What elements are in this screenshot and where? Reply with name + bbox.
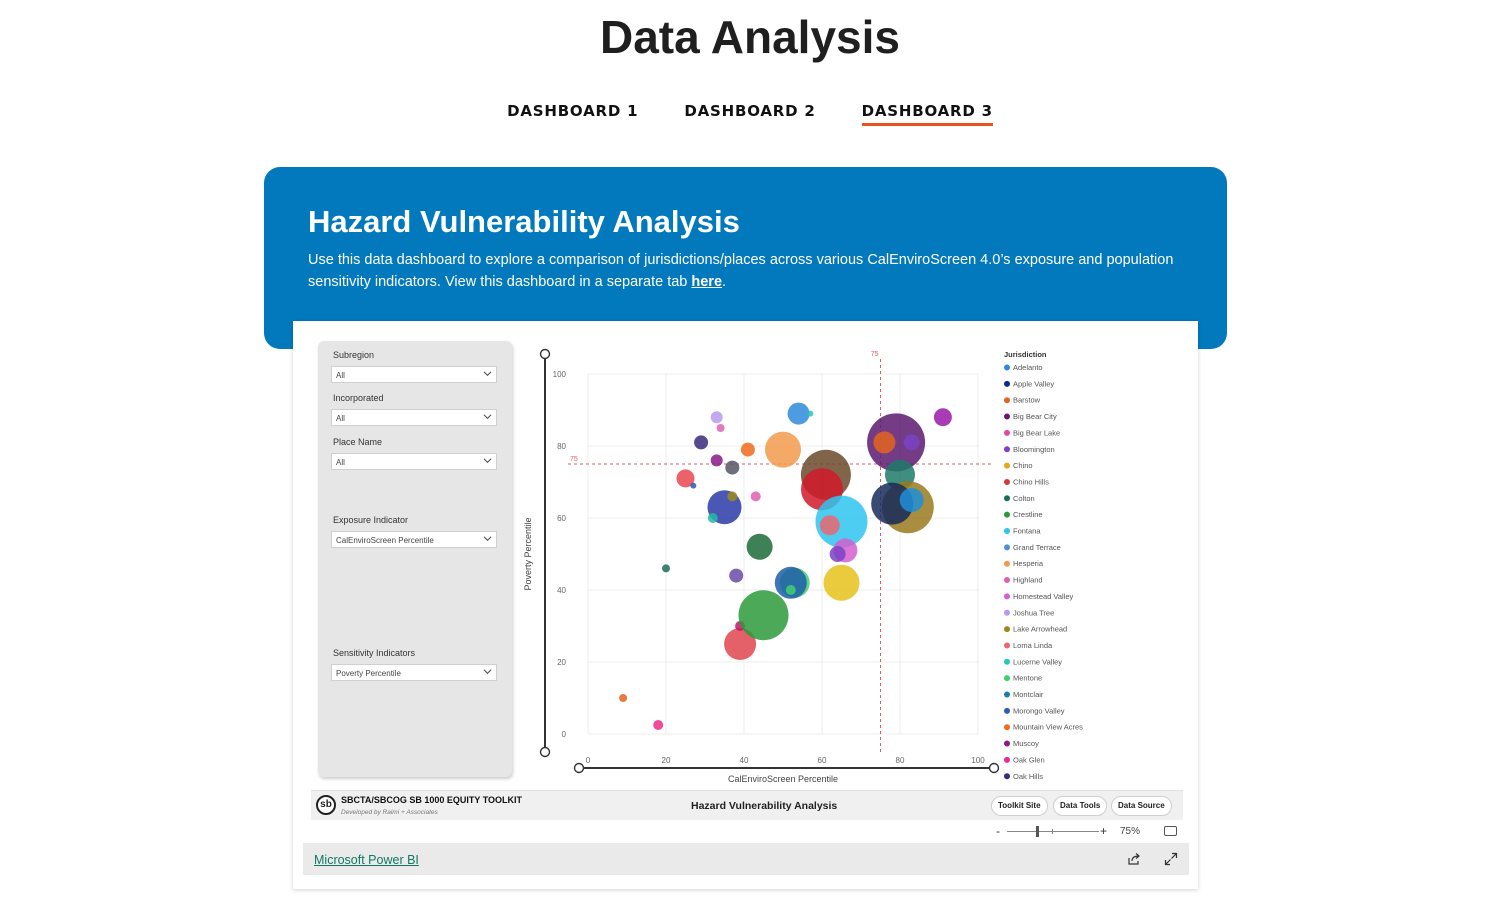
legend-marker xyxy=(1004,463,1010,469)
legend-title: Jurisdiction xyxy=(1004,350,1047,359)
y-tick-label: 20 xyxy=(557,658,566,667)
banner-description xyxy=(308,249,1188,293)
y-tick-label: 40 xyxy=(557,586,566,595)
legend-item[interactable]: Crestline xyxy=(1013,510,1043,520)
legend-marker xyxy=(1004,642,1010,648)
legend-item[interactable]: Bloomington xyxy=(1013,444,1055,454)
incorporated-value: All xyxy=(336,414,345,423)
legend-item[interactable]: Oak Hills xyxy=(1013,771,1044,781)
data-point[interactable] xyxy=(729,569,743,583)
incorporated-select[interactable] xyxy=(331,409,497,426)
legend-item[interactable]: Grand Terrace xyxy=(1013,542,1061,552)
zoom-slider-tick xyxy=(1052,829,1053,834)
legend-item[interactable]: Lucerne Valley xyxy=(1013,657,1063,667)
data-point[interactable] xyxy=(653,720,663,730)
data-point[interactable] xyxy=(739,590,789,640)
filter-panel xyxy=(318,341,512,777)
chevron-down-icon xyxy=(483,456,492,465)
legend-item[interactable]: Lake Arrowhead xyxy=(1013,624,1068,634)
powerbi-link[interactable]: Microsoft Power BI xyxy=(314,853,419,867)
data-point[interactable] xyxy=(725,461,739,475)
incorporated-label: Incorporated xyxy=(333,393,384,403)
data-point[interactable] xyxy=(717,424,725,432)
x-axis-slider-handle-left[interactable] xyxy=(575,764,584,773)
zoom-level: 75% xyxy=(1120,826,1141,837)
legend-marker xyxy=(1004,757,1010,763)
tab-dashboard-2[interactable]: DASHBOARD 2 xyxy=(684,102,816,120)
y-axis-slider-handle-top[interactable] xyxy=(541,350,550,359)
report-footer xyxy=(311,790,1183,820)
share-icon[interactable] xyxy=(1127,852,1141,866)
legend-marker xyxy=(1004,544,1010,550)
legend-marker xyxy=(1004,446,1010,452)
y-tick-label: 60 xyxy=(557,514,566,523)
data-point[interactable] xyxy=(727,491,737,501)
chevron-down-icon xyxy=(483,534,492,543)
legend-marker xyxy=(1004,675,1010,681)
legend-marker xyxy=(1004,430,1010,436)
chevron-down-icon xyxy=(483,369,492,378)
legend-marker xyxy=(1004,528,1010,534)
toolkit-name: SBCTA/SBCOG SB 1000 EQUITY TOOLKIT xyxy=(341,795,523,805)
data-point[interactable] xyxy=(694,435,708,449)
powerbi-bar xyxy=(303,843,1189,875)
data-point[interactable] xyxy=(708,513,718,523)
legend-marker xyxy=(1004,593,1010,599)
x-tick-label: 20 xyxy=(661,756,671,765)
zoom-slider-thumb[interactable] xyxy=(1036,826,1039,837)
legend-item[interactable]: Barstow xyxy=(1013,395,1041,405)
legend-marker xyxy=(1004,512,1010,518)
place-name-select[interactable] xyxy=(331,453,497,470)
data-point[interactable] xyxy=(900,488,924,512)
x-tick-label: 0 xyxy=(585,756,591,765)
exposure-indicator-select[interactable] xyxy=(331,531,497,548)
data-point[interactable] xyxy=(711,411,723,423)
subregion-label: Subregion xyxy=(333,350,375,360)
chevron-down-icon xyxy=(483,667,492,676)
legend-item[interactable]: Muscoy xyxy=(1013,739,1039,749)
legend-marker xyxy=(1004,561,1010,567)
legend-item[interactable]: Highland xyxy=(1013,575,1043,585)
legend-item[interactable]: Apple Valley xyxy=(1013,379,1055,389)
y-axis-label: Poverty Percentile xyxy=(523,517,533,591)
legend-marker xyxy=(1004,397,1010,403)
legend-marker xyxy=(1004,381,1010,387)
data-point[interactable] xyxy=(751,491,761,501)
zoom-bar xyxy=(303,821,1189,843)
dashboard-tabs xyxy=(0,102,1500,126)
data-point[interactable] xyxy=(690,483,696,489)
expand-icon[interactable] xyxy=(1164,852,1178,866)
legend-item[interactable]: Loma Linda xyxy=(1013,640,1053,650)
legend-marker xyxy=(1004,495,1010,501)
legend-item[interactable]: Montclair xyxy=(1013,690,1044,699)
data-point[interactable] xyxy=(904,434,920,450)
legend-item[interactable]: Chino Hills xyxy=(1013,477,1049,487)
legend-marker xyxy=(1004,479,1010,485)
legend-item[interactable]: Morongo Valley xyxy=(1013,706,1065,716)
x-axis-label: CalEnviroScreen Percentile xyxy=(727,774,839,784)
legend-marker xyxy=(1004,365,1010,371)
data-point[interactable] xyxy=(824,565,860,601)
banner-text-end: . xyxy=(722,274,727,290)
data-point[interactable] xyxy=(747,534,773,560)
y-tick-label: 80 xyxy=(557,442,566,451)
legend-marker xyxy=(1004,626,1010,632)
legend-item[interactable]: Big Bear City xyxy=(1013,412,1057,422)
legend-marker xyxy=(1004,773,1010,779)
data-tools-button[interactable]: Data Tools xyxy=(1053,796,1107,816)
toolkit-developer: Developed by Raimi + Associates xyxy=(341,809,438,816)
legend-marker xyxy=(1004,610,1010,616)
legend-item[interactable]: Oak Glen xyxy=(1013,755,1045,765)
y-tick-label: 100 xyxy=(552,370,566,379)
y-axis-slider-handle-bottom[interactable] xyxy=(541,748,550,757)
here-link[interactable]: here xyxy=(691,274,723,290)
y-tick-label: 0 xyxy=(561,730,566,739)
sensitivity-indicators-label: Sensitivity Indicators xyxy=(333,648,416,658)
data-point[interactable] xyxy=(934,408,952,426)
subregion-select[interactable] xyxy=(331,366,497,383)
sb-logo: sb xyxy=(316,795,336,815)
x-axis-slider-handle-right[interactable] xyxy=(990,764,999,773)
report-title: Hazard Vulnerability Analysis xyxy=(691,800,838,812)
legend-marker xyxy=(1004,724,1010,730)
x-tick-label: 100 xyxy=(971,756,985,765)
scatter-chart xyxy=(523,341,1193,789)
x-tick-label: 40 xyxy=(739,756,749,765)
data-source-button[interactable]: Data Source xyxy=(1111,796,1172,816)
data-point[interactable] xyxy=(741,443,755,457)
legend-item[interactable]: Fontana xyxy=(1013,526,1041,536)
data-point[interactable] xyxy=(711,454,723,466)
x-tick-label: 80 xyxy=(895,756,905,765)
y-reference-label: 75 xyxy=(570,456,578,463)
place-name-label: Place Name xyxy=(333,437,383,447)
place-name-value: All xyxy=(336,458,345,467)
chevron-down-icon xyxy=(483,412,492,421)
legend-marker xyxy=(1004,692,1010,698)
sensitivity-indicators-value: Poverty Percentile xyxy=(336,669,401,678)
banner-title: Hazard Vulnerability Analysis xyxy=(308,204,740,239)
exposure-indicator-label: Exposure Indicator xyxy=(333,515,409,525)
page-title: Data Analysis xyxy=(600,11,900,63)
legend-item[interactable]: Hesperia xyxy=(1013,559,1044,569)
data-point[interactable] xyxy=(807,411,813,417)
x-reference-label: 75 xyxy=(870,351,879,358)
exposure-indicator-value: CalEnviroScreen Percentile xyxy=(336,536,434,545)
legend-marker xyxy=(1004,708,1010,714)
zoom-in-button[interactable]: + xyxy=(1100,824,1108,838)
legend-item[interactable]: Chino xyxy=(1013,461,1033,471)
subregion-value: All xyxy=(336,371,345,380)
legend-marker xyxy=(1004,659,1010,665)
legend-marker xyxy=(1004,414,1010,420)
legend-marker xyxy=(1004,741,1010,747)
legend-item[interactable]: Homestead Valley xyxy=(1013,591,1074,601)
sensitivity-indicators-select[interactable] xyxy=(331,664,497,681)
data-point[interactable] xyxy=(619,694,627,702)
data-point[interactable] xyxy=(765,432,801,468)
legend-item[interactable]: Big Bear Lake xyxy=(1013,428,1061,438)
legend-item[interactable]: Adelanto xyxy=(1013,363,1043,372)
legend-item[interactable]: Mentone xyxy=(1013,673,1043,683)
banner-text: Use this data dashboard to explore a comparison of jurisdictions/places across various CalEnviroScreen 4.0’s exposure and population sensitivity indicators. View this dashboard in a separate tab xyxy=(308,252,1174,290)
data-point[interactable] xyxy=(786,585,796,595)
x-tick-label: 60 xyxy=(817,756,827,765)
legend-marker xyxy=(1004,577,1010,583)
data-point[interactable] xyxy=(830,546,846,562)
data-point[interactable] xyxy=(662,564,670,572)
zoom-slider-track[interactable] xyxy=(1007,831,1099,832)
legend-item[interactable]: Joshua Tree xyxy=(1013,608,1055,618)
data-point[interactable] xyxy=(820,515,840,535)
powerbi-embed xyxy=(293,321,1198,889)
legend-item[interactable]: Colton xyxy=(1013,493,1035,503)
tab-dashboard-1[interactable]: DASHBOARD 1 xyxy=(507,102,639,120)
fit-to-page-icon[interactable] xyxy=(1164,826,1177,836)
legend-item[interactable]: Mountain View Acres xyxy=(1013,722,1083,732)
toolkit-site-button[interactable]: Toolkit Site xyxy=(991,796,1048,816)
data-point[interactable] xyxy=(873,431,895,453)
data-point[interactable] xyxy=(788,403,810,425)
tab-dashboard-3[interactable]: DASHBOARD 3 xyxy=(862,102,993,126)
zoom-out-button[interactable]: - xyxy=(996,824,1000,838)
